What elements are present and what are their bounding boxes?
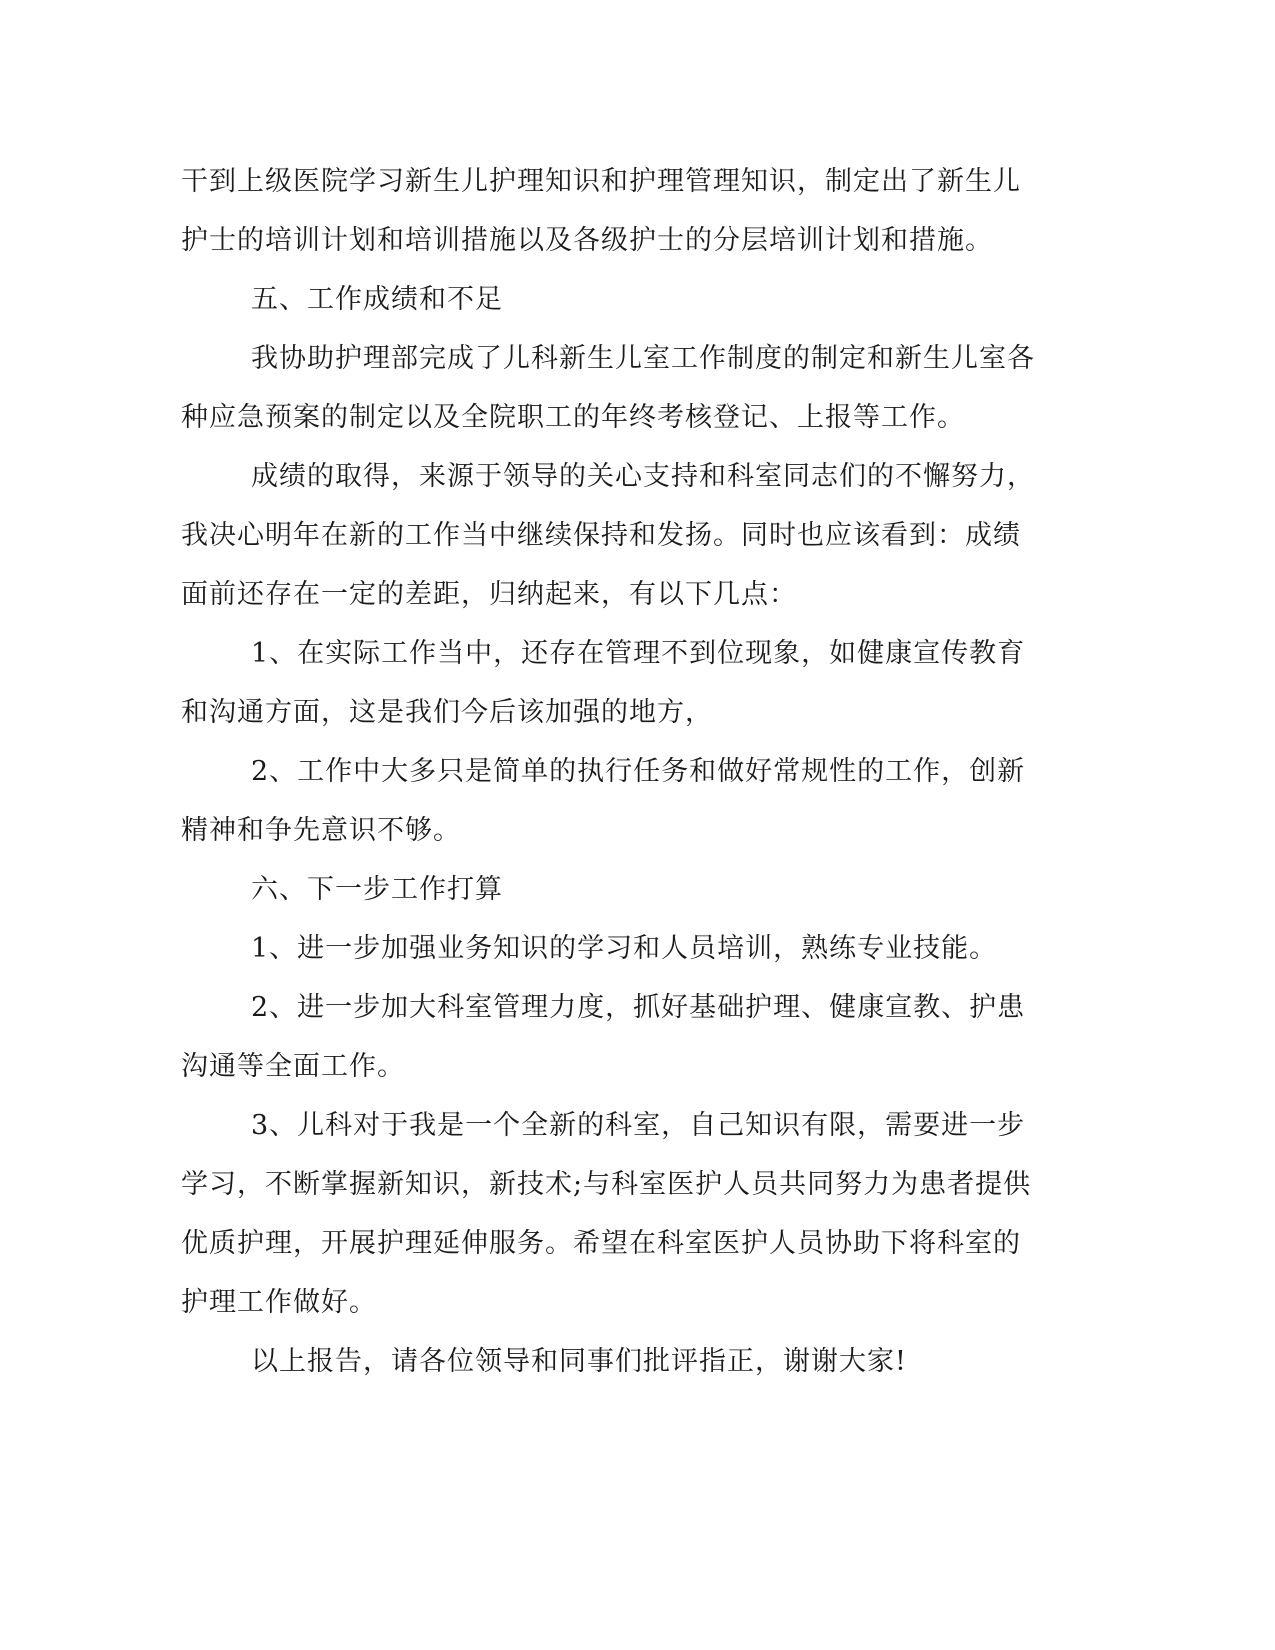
paragraph-line: 面前还存在一定的差距，归纳起来，有以下几点： [181, 579, 797, 610]
paragraph-line: 精神和争先意识不够。 [181, 815, 461, 846]
paragraph-line: 优质护理，开展护理延伸服务。希望在科室医护人员协助下将科室的 [181, 1228, 1021, 1259]
paragraph-line: 护士的培训计划和培训措施以及各级护士的分层培训计划和措施。 [181, 225, 993, 256]
paragraph-line: 学习，不断掌握新知识，新技术;与科室医护人员共同努力为患者提供 [181, 1169, 1032, 1200]
paragraph-line: 种应急预案的制定以及全院职工的年终考核登记、上报等工作。 [181, 402, 965, 433]
paragraph-line: 护理工作做好。 [181, 1287, 377, 1318]
list-item: 3、儿科对于我是一个全新的科室，自己知识有限，需要进一步 [251, 1110, 1026, 1141]
section-heading: 五、工作成绩和不足 [251, 284, 503, 315]
paragraph-line: 干到上级医院学习新生儿护理知识和护理管理知识，制定出了新生儿 [181, 166, 1021, 197]
paragraph-line: 和沟通方面，这是我们今后该加强的地方， [181, 697, 713, 728]
closing-line: 以上报告，请各位领导和同事们批评指正，谢谢大家! [251, 1346, 907, 1377]
list-item: 2、进一步加大科室管理力度，抓好基础护理、健康宣教、护患 [251, 992, 1026, 1023]
paragraph-line: 成绩的取得，来源于领导的关心支持和科室同志们的不懈努力， [251, 461, 1035, 492]
paragraph-line: 我决心明年在新的工作当中继续保持和发扬。同时也应该看到：成绩 [181, 520, 1021, 551]
list-item: 1、进一步加强业务知识的学习和人员培训，熟练专业技能。 [251, 933, 998, 964]
section-heading: 六、下一步工作打算 [251, 874, 503, 905]
paragraph-line: 我协助护理部完成了儿科新生儿室工作制度的制定和新生儿室各 [251, 343, 1035, 374]
paragraph-line: 沟通等全面工作。 [181, 1051, 405, 1082]
list-item: 2、工作中大多只是简单的执行任务和做好常规性的工作，创新 [251, 756, 1026, 787]
document-body [181, 152, 1035, 1391]
list-item: 1、在实际工作当中，还存在管理不到位现象，如健康宣传教育 [251, 638, 1026, 669]
